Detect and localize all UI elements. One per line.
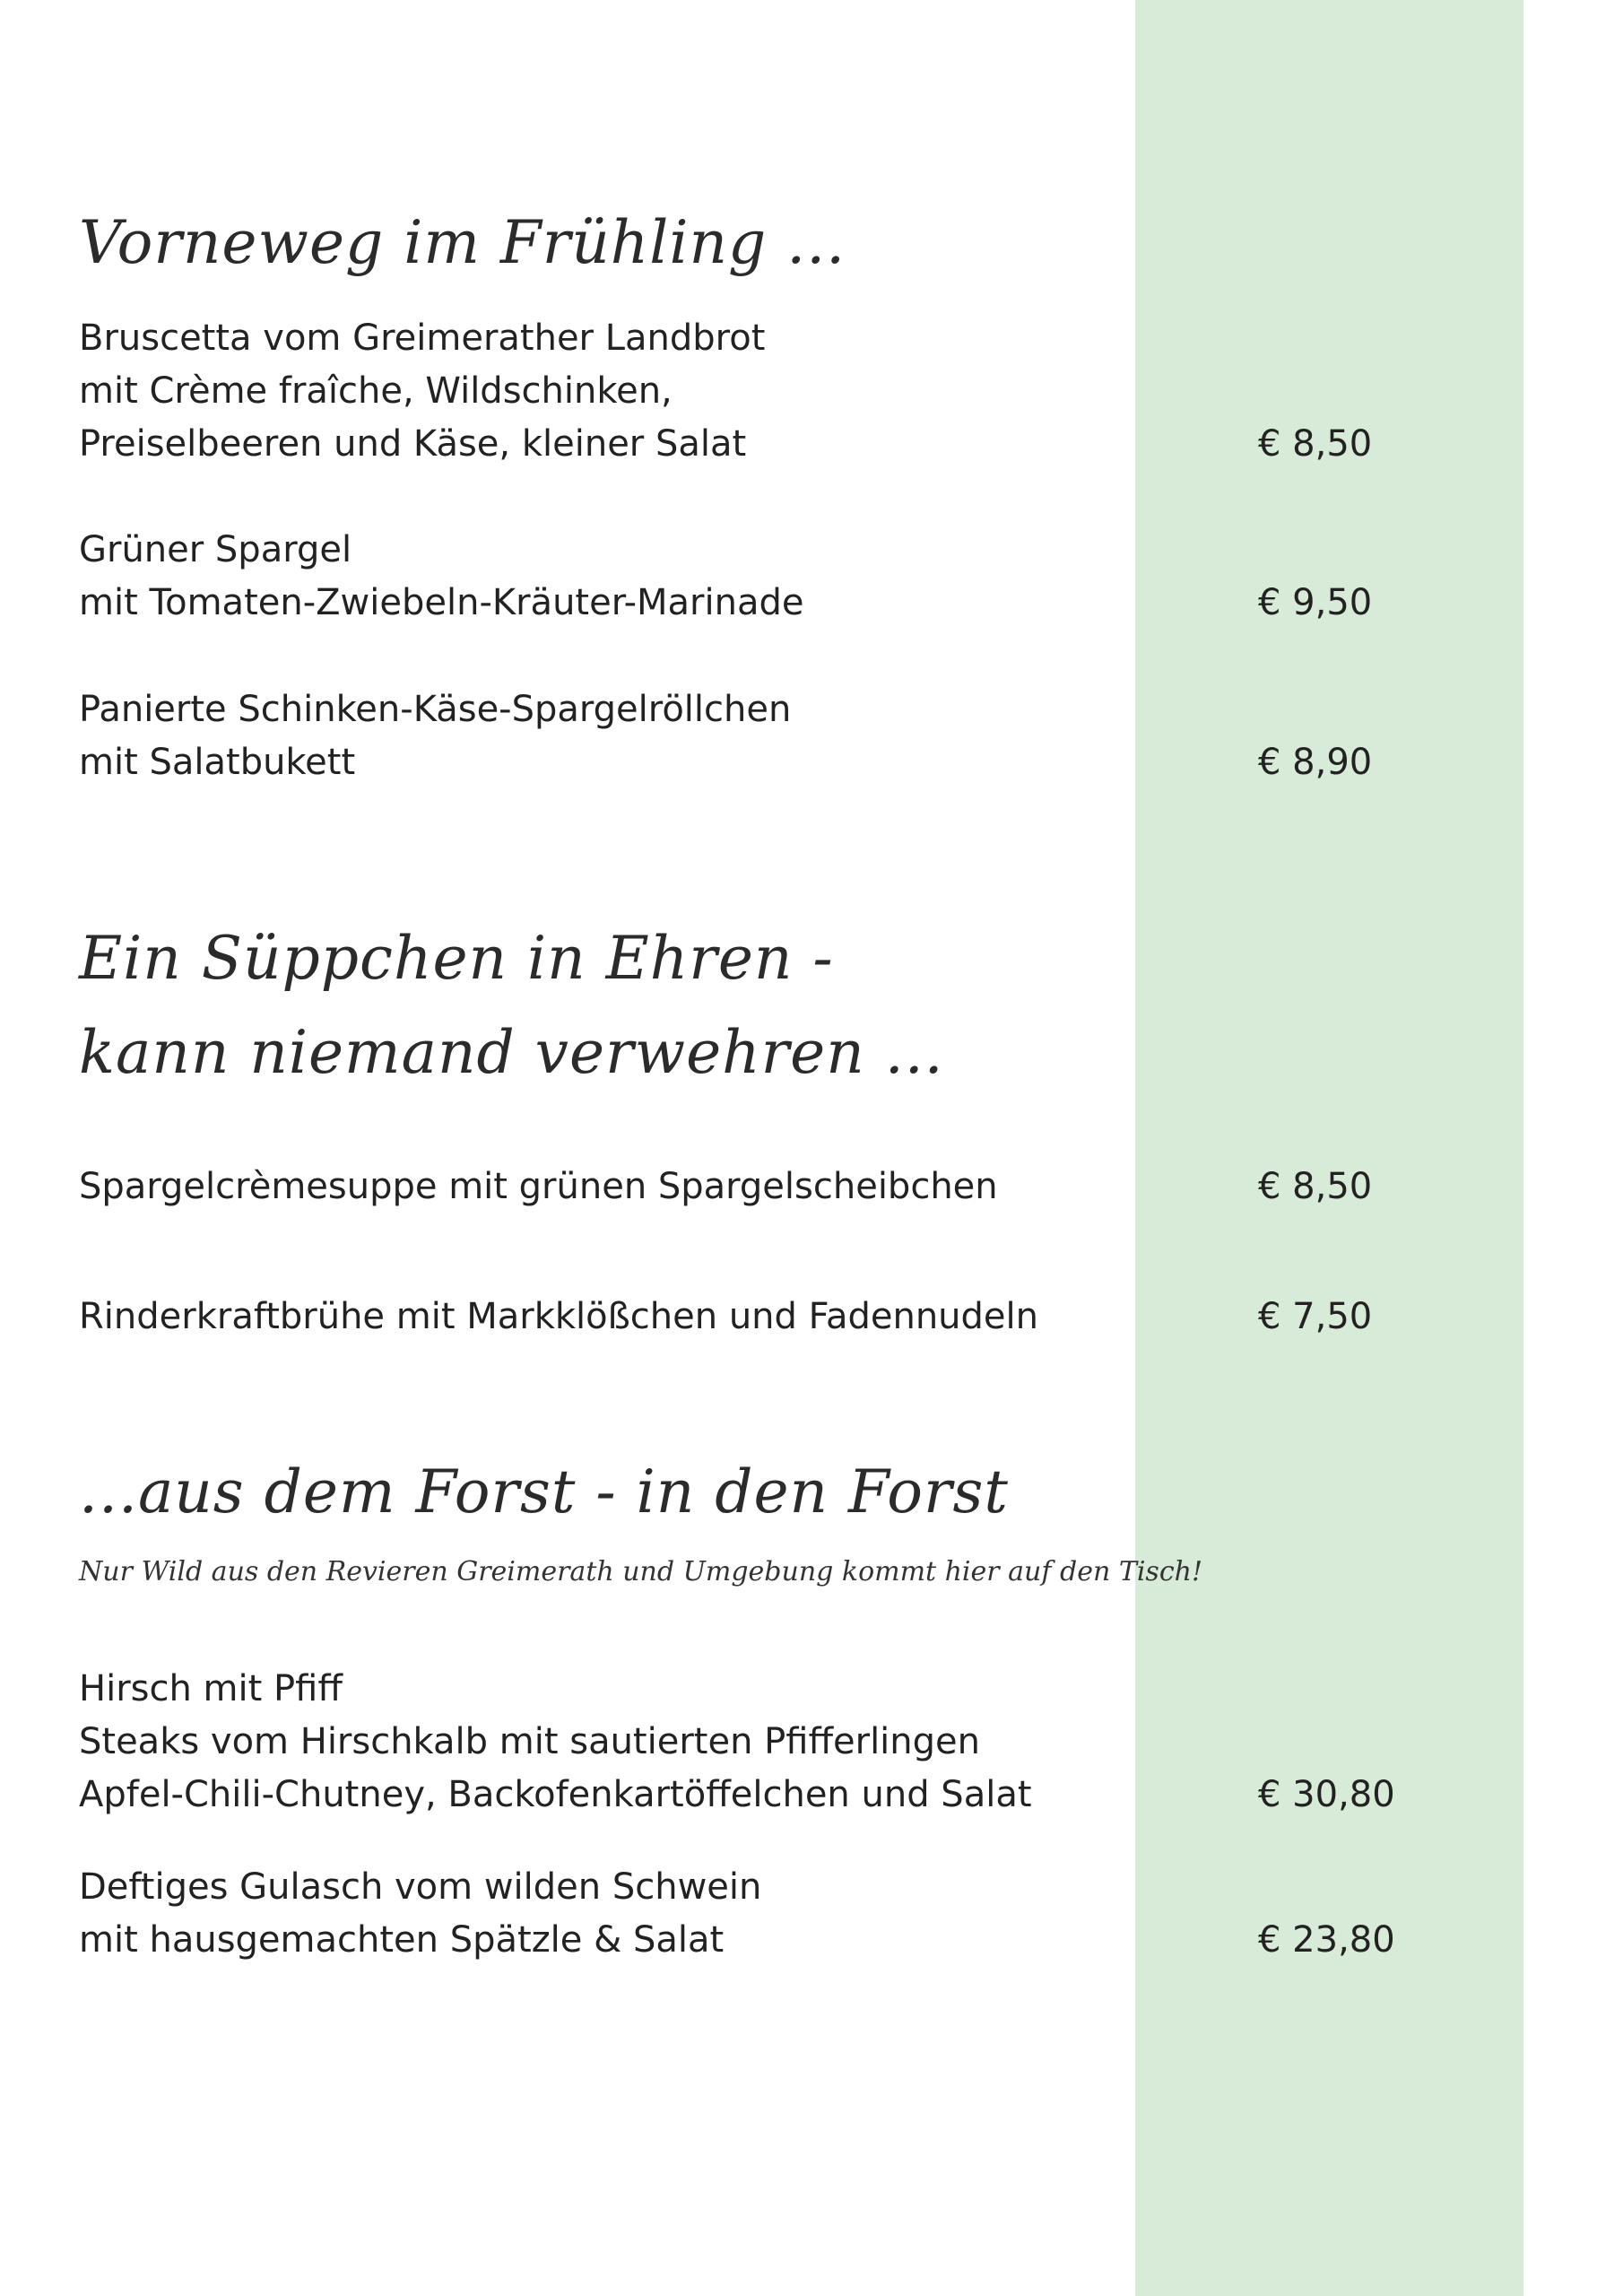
item-line: Deftiges Gulasch vom wilden Schwein xyxy=(79,1866,762,1908)
item-price: € 30,80 xyxy=(1258,1774,1395,1815)
item-price: € 8,90 xyxy=(1258,742,1373,783)
section-heading-forst: ...aus dem Forst - in den Forst xyxy=(79,1457,1009,1526)
item-line: Rinderkraftbrühe mit Markklößchen und Fadennudeln xyxy=(79,1296,1038,1337)
item-line: mit Tomaten-Zwiebeln-Kräuter-Marinade xyxy=(79,582,804,623)
section-note-wild: Nur Wild aus den Revieren Greimerath und Umgebung kommt hier auf den Tisch! xyxy=(79,1556,1202,1587)
item-line: Apfel-Chili-Chutney, Backofenkartöffelchen und Salat xyxy=(79,1774,1032,1815)
item-price: € 9,50 xyxy=(1258,582,1373,623)
item-line: mit Salatbukett xyxy=(79,742,356,783)
item-price: € 8,50 xyxy=(1258,1166,1373,1207)
item-line: Steaks vom Hirschkalb mit sautierten Pfifferlingen xyxy=(79,1721,980,1762)
section-heading-soup-line-1: Ein Süppchen in Ehren - xyxy=(79,924,834,993)
section-heading-spring: Vorneweg im Frühling ... xyxy=(79,208,846,277)
item-line: Spargelcrèmesuppe mit grünen Spargelscheibchen xyxy=(79,1166,998,1207)
item-line: Hirsch mit Pfiff xyxy=(79,1668,343,1709)
item-price: € 23,80 xyxy=(1258,1919,1395,1961)
item-line: mit hausgemachten Spätzle & Salat xyxy=(79,1919,725,1961)
item-line: Preiselbeeren und Käse, kleiner Salat xyxy=(79,423,747,465)
item-line: Grüner Spargel xyxy=(79,529,352,570)
item-line: Bruscetta vom Greimerather Landbrot xyxy=(79,317,766,359)
section-heading-soup-line-2: kann niemand verwehren ... xyxy=(79,1018,944,1087)
item-line: mit Crème fraîche, Wildschinken, xyxy=(79,370,673,412)
item-price: € 7,50 xyxy=(1258,1296,1373,1337)
item-price: € 8,50 xyxy=(1258,423,1373,465)
item-line: Panierte Schinken-Käse-Spargelröllchen xyxy=(79,689,792,730)
